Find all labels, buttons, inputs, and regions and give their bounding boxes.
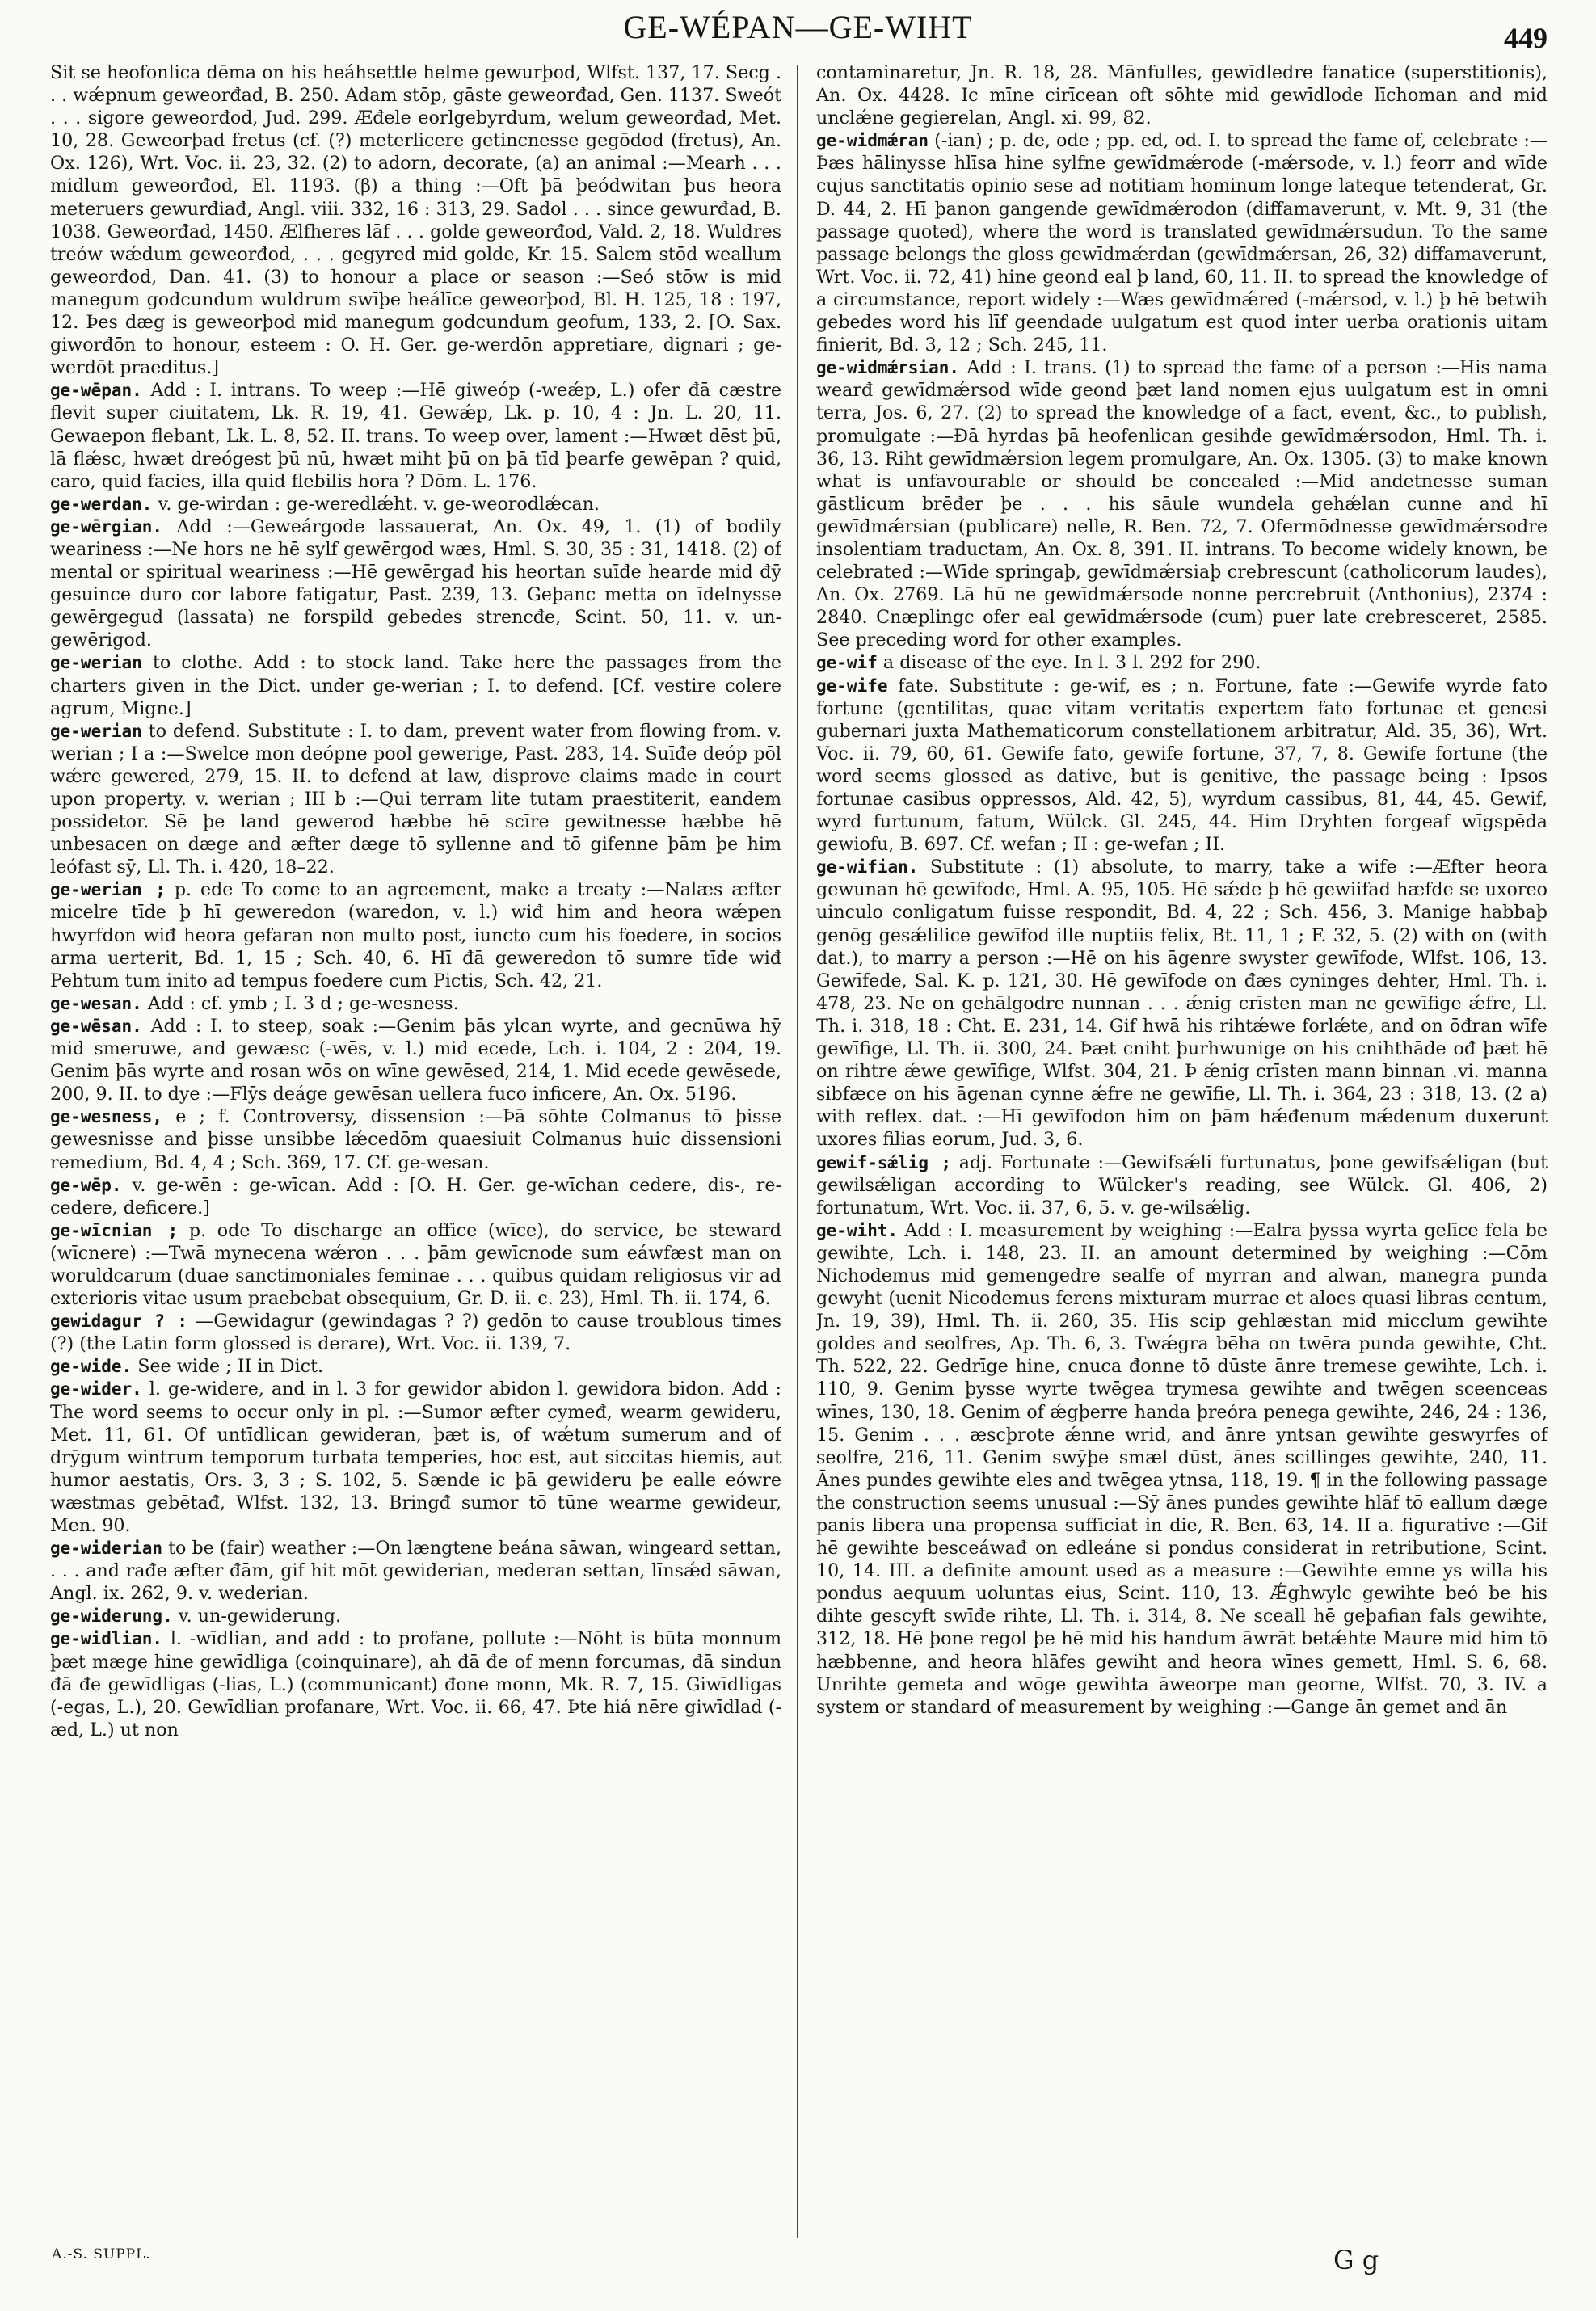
signature-mark: A.-S. SUPPL. xyxy=(52,2246,151,2263)
entry-headword: ge-wēp. xyxy=(50,1175,122,1195)
entry-text: Add : cf. ymb ; I. 3 d ; ge-wesness. xyxy=(147,992,459,1014)
entry-text: Substitute : (1) absolute, to marry, take a wife :—Æfter heora gewunan hē gewīfode, Hml. A. 95, 105. Hē sǽde þ hē gewiifad hæfde se uxoreo uinculo conligatum fuisse respondit, Bd. 4, 22 ; Sch. 456, 3. Manige habbaþ genōg gesǽlilice gewīfod ille nuptiis felix, Bt. 11, 1 ; F. 32, 5. (2) with on (with dat.), to marry a person :—Hē on his āgenre swyster gewīfode, Wlfst. 106, 13. Gewīfede, Sal. K. p. 121, 30. Hē gewīfode on đæs cyninges dehter, Hml. Th. i. 478, 23. Ne on gehālgodre nunnan . . . ǽnig crīsten man ne gewīfige ǽfre, Ll. Th. i. 318, 18 : Cht. E. 231, 14. Gif hwā his rihtǽwe forlǽte, and on ōđran wīfe gewīfige, Ll. Th. ii. 300, 24. Þæt cniht þurhwunige on his cnihthāde ođ þæt hē on rihtre ǽwe gewīfige, Wlfst. 304, 21. Þ ǽnig crīsten mann binnan .vi. manna sibfæce on his āgenan cynne ǽfre ne gewīfie, Ll. Th. i. 364, 23 : 318, 13. (2 a) with reflex. dat. :—Hī gewīfodon him on þām hǽđenum mǽdenum duxerunt uxores filias eorum, Jud. 3, 6. xyxy=(816,857,1548,1151)
entry-headword: ge-werian ; xyxy=(50,880,166,900)
entry-headword: ge-wesness, xyxy=(50,1107,163,1127)
entry-headword: ge-wēpan. xyxy=(50,381,142,401)
dictionary-entry xyxy=(50,1378,781,1537)
dictionary-entry xyxy=(50,1105,781,1173)
dictionary-entry xyxy=(50,1355,781,1378)
entry-text: Sit se heofonlica dēma on his heáhsettle helme gewurþod, Wlfst. 137, 17. Secg . . . wǽpnum geweorđad, B. 250. Adam stōp, gāste geweorđad, Gen. 1137. Sweót . . . sigore geweorđod, Jud. 299. Æđele eorlgebyrdum, welum geweorđad, Met. 10, 28. Geweorþad fretus (cf. (?) meterlicere getincnesse gegōdod (fretus), An. Ox. 126), Wrt. Voc. ii. 23, 32. (2) to adorn, decorate, (a) an animal :—Mearh . . . midlum geweorđod, El. 1193. (β) a thing :—Oft þā þeódwitan þus heora meteruers gewurđiađ, Angl. viii. 332, 16 : 313, 29. Sadol . . . since gewurđad, B. 1038. Geweorđad, 1450. Ælfheres lāf . . . golde geweorđod, Vald. 2, 18. Wuldres treów wǽdum geweorđod, . . . gegyred mid golde, Kr. 15. Salem stōd weallum geweorđod, Dan. 41. (3) to honour a place or season :—Seó stōw is mid manegum godcundum wuldrum swīþe heálīce geweorþod, Bl. H. 125, 18 : 197, 12. Þes dæg is geweorþod mid manegum godcundum geofum, 133, 2. [O. Sax. giworđōn to honour, esteem : O. H. Ger. ge-werdōn appretiare, dignari ; ge-werdōt praeditus.] xyxy=(50,62,781,379)
entry-text: Add :—Geweárgode lassauerat, An. Ox. 49, 1. (1) of bodily weariness :—Ne hors ne hē sylf gewērgod wæs, Hml. S. 30, 35 : 31, 1418. (2) of mental or spiritual weariness :—Hē gewērgađ his heortan suīđe hearde mid đȳ gesuince duro cor labore fatigatur, Past. 239, 13. Geþanc metta on īdelnysse gewērgegud (lassata) ne forspild gebedes strencđe, Scint. 50, 11. v. un-gewērigod. xyxy=(50,516,781,651)
entry-headword: ge-wiht. xyxy=(816,1220,899,1240)
entry-headword: ge-wīcnian ; xyxy=(50,1220,179,1240)
entry-headword: ge-wider. xyxy=(50,1379,142,1400)
dictionary-entry xyxy=(816,61,1548,129)
dictionary-entry xyxy=(816,856,1548,1151)
dictionary-entry xyxy=(50,651,781,719)
dictionary-entry xyxy=(50,1310,781,1355)
entry-headword: gewif-sǽlig ; xyxy=(816,1152,952,1172)
entry-text: Add : I. measurement by weighing :—Ealra þyssa wyrta gelīce fela be gewihte, Lch. i. 148, 23. II. an amount determined by weighing :—Cōm Nichodemus mid gemengedre sealfe of myrran and alwan, manegra punda gewyht (uenit Nicodemus ferens mixturam murrae et aloes quasi libras centum, Jn. 19, 39), Hml. Th. ii. 260, 35. His scip gehlæstan mid micclum gewihte goldes and seolfres, Ap. Th. 6, 3. Twǽgra bēha on twēra punda gewihte, Cht. Th. 522, 22. Gedrīge hine, cnuca đonne tō dūste ānre tremese gewihte, Lch. i. 110, 9. Genim þysse wyrte twēgea trymesa gewihte and twēgen sceenceas wīnes, 130, 18. Genim of ǽgþerre handa þreóra penega gewihte, 246, 24 : 136, 15. Genim . . . æscþrote ǽnne wrid, and ānre yntsan gewihte geswyrfes of seolfre, 216, 11. Genim swȳþe smæl dūst, ānes scillinges gewihte, 240, 11. Ānes pundes gewihte eles and twēgea ytnsa, 118, 19. ¶ in the following passage the construction seems unusual :—Sȳ ānes pundes gewihte hlāf tō eallum dæge panis libera una propensa sufficiat in die, R. Ben. 63, 14. II a. figurative :—Gif hē gewihte besceáwađ on edleáne si pondus considerat in retributione, Scint. 10, 14. III. a definite amount used as a measure :—Gewihte emne ys willa his pondus aequum uoluntas eius, Scint. 110, 13. Ǽghwylc gewihte beó be his dihte gescyft swīđe rihte, Ll. Th. i. 314, 8. Ne sceall hē geþafian fals gewihte, 312, 18. Hē þone regol þe hē mid his handum āwrāt betǽhte Maure mid him tō hæbbenne, and heora hlāfes gewiht and heora wīnes gemett, Hml. S. 6, 68. Unrihte gemeta and wōge gewihta āweorpe man georne, Wlfst. 70, 3. IV. a system or standard of measurement by weighing :—Gange ān gemet and ān xyxy=(816,1219,1548,1718)
entry-headword: ge-widerian xyxy=(50,1539,163,1559)
dictionary-entry xyxy=(50,1627,781,1741)
dictionary-entry xyxy=(50,1605,781,1627)
entry-text: (-ian) ; p. de, ode ; pp. ed, od. I. to spread the fame of, celebrate :—Þæs hālinysse hlīsa hine sylfne gewīdmǽrode (-mǽrsode, v. l.) feorr and wīde cujus sanctitatis opinio sese ad notitiam hominum longe lateque tetenderat, Gr. D. 44, 2. Hī þanon gangende gewīdmǽrodon (diffamaverunt, v. Mt. 9, 31 (the passage quoted), where the word is translated gewīdmǽrsudun. To the same passage belongs the gloss gewīdmǽrdan (gewīdmǽrsan, 26, 32) diffamaverunt, Wrt. Voc. ii. 72, 41) hine geond eal þ land, 60, 11. II. to spread the knowledge of a circumstance, report widely :—Wæs gewīdmǽred (-mǽrsod, v. l.) þ hē betwih gebedes word his līf geendade uulgatum est quod inter uerba orationis uitam finierit, Bd. 3, 12 ; Sch. 245, 11. xyxy=(816,130,1548,356)
entry-text: v. ge-wēn : ge-wīcan. Add : [O. H. Ger. ge-wīchan cedere, dis-, re-cedere, deficere.] xyxy=(50,1174,781,1219)
entry-text: p. ede To come to an agreement, make a treaty :—Nalæs æfter micelre tīde þ hī geweredon (waredon, v. l.) wiđ him and heora wǽpen hwyrfdon wiđ heora gefaran non multo post, iuncto cum his foedere, in socios arma uerterit, Bd. 1, 15 ; Sch. 40, 6. Hī đā geweredon tō sumre tīde wiđ Pehtum tum inito ad tempus foedere cum Pictis, Sch. 42, 21. xyxy=(50,879,781,991)
dictionary-entry xyxy=(50,61,781,379)
dictionary-entry xyxy=(50,379,781,492)
dictionary-entry xyxy=(816,129,1548,356)
entry-text: to defend. Substitute : I. to dam, prevent water from flowing from. v. werian ; I a :—Swelce mon deópne pool gewerige, Past. 283, 14. Suīđe deóp pōl wǽre gewered, 279, 15. II. to defend at law, disprove claims made in court upon property. v. werian ; III b :—Qui terram lite tutam praestiterit, eandem possidetor. Sē þe land gewerod hæbbe hē scīre gewitnesse hæbbe hē unbesacen on dæge and æfter dæge tō syllenne and tō gifenne þām þe him leófast sȳ, Ll. Th. i. 420, 18–22. xyxy=(50,720,781,878)
entry-headword: ge-widlian. xyxy=(50,1629,163,1649)
entry-text: Add : I. intrans. To weep :—Hē giweóp (-weǽp, L.) ofer đā cæstre flevit super ciuitatem, Lk. R. 19, 41. Gewǽp, Lk. p. 10, 4 : Jn. L. 20, 11. Gewaepon flebant, Lk. L. 8, 52. II. trans. To weep over, lament :—Hwæt dēst þū, lā flǽsc, hwæt dreógest þū nū, hwæt miht þū on þā tīd þearfe gewēpan ? quid, caro, quid facies, illa quid flebilis hora ? Dōm. L. 176. xyxy=(50,380,781,492)
entry-text: Add : I. trans. (1) to spread the fame of a person :—His nama wearđ gewīdmǽrsod wīde geond þæt land nomen ejus uulgatum est in omni terra, Jos. 6, 27. (2) to spread the knowledge of a fact, event, &c., to publish, promulgate :—Đā hyrdas þā heofenlican gesihđe gewīdmǽrsodon, Hml. Th. i. 36, 13. Riht gewīdmǽrsion legem promulgare, An. Ox. 1305. (3) to make known what is unfavourable or should be concealed :—Mid andetnesse suman gāstlicum brēđer þe . . . his sāule wundela gehǽlan cunne and hī gewīdmǽrsian (publicare) nelle, R. Ben. 72, 7. Ofermōdnesse gewīdmǽrsodre insolentiam traductam, An. Ox. 8, 391. II. intrans. To become widely known, be celebrated :—Wīde springaþ, gewīdmǽrsiaþ crebrescunt (catholicorum laudes), An. Ox. 2769. Lā hū ne gewīdmǽrsode nonne percrebruit (Anthonius), 2374 : 2840. Cnæplingc ofer eal gewīdmǽrsode (cum) puer late crebresceret, 2585. See preceding word for other examples. xyxy=(816,357,1548,651)
entry-headword: ge-werian xyxy=(50,721,142,741)
running-header xyxy=(48,5,1548,61)
dictionary-entry xyxy=(816,356,1548,651)
entry-text: p. ode To discharge an office (wīce), do service, be steward (wīcnere) :—Twā mynecena wǽron . . . þām gewīcnode sum eáwfæst man on woruldcarum (duae sanctimoniales feminae . . . quibus quidam religiosus vir ad exterioris vitae usum praebebat obsequium, Gr. D. ii. c. 23), Hml. Th. ii. 174, 6. xyxy=(50,1219,781,1310)
entry-text: l. -wīdlian, and add : to profane, pollute :—Nōht is būta monnum þæt mæge hine gewīdliga (coinquinare), ah đā đe of menn forcumas, đā sindun đā đe gewīdligas (-lias, L.) (communicant) đone monn, Mk. R. 7, 15. Giwīdligas (-egas, L.), 20. Gewīdlian profanare, Wrt. Voc. ii. 66, 47. Þte hiá nēre giwīdlad (-æd, L.) ut non xyxy=(50,1628,781,1741)
entry-text: fate. Substitute : ge-wif, es ; n. Fortune, fate :—Gewife wyrde fato fortune (gentilitas, quae vitam veritatis expertem fato fortunae et genesi gubernari juxta Mathematicorum constellationem arbitratur, Ald. 35, 36), Wrt. Voc. ii. 79, 60, 61. Gewife fato, gewife fortune, 37, 7, 8. Gewife fortune (the word seems glossed as dative, but is genitive, the passage being : Ipsos fortunae casibus oppressos, Ald. 42, 5), wyrdum cassibus, 81, 44, 45. Gewif, wyrd furtunum, fatum, Wülck. Gl. 245, 44. Him Dryhten forgeaf wīgspēda gewiofu, B. 697. Cf. wefan ; II : ge-wefan ; II. xyxy=(816,675,1548,856)
entry-headword: ge-werian xyxy=(50,653,142,673)
entry-headword: gewidagur ? : xyxy=(50,1311,188,1332)
entry-headword: ge-wif xyxy=(816,653,878,673)
entry-headword: ge-widmǽrsian. xyxy=(816,358,960,378)
page-number: 449 xyxy=(1504,22,1548,54)
entry-headword: ge-wide. xyxy=(50,1357,133,1377)
column-divider xyxy=(797,65,798,2238)
entry-text: to be (fair) weather :—On længtene beána sāwan, wingeard settan, . . . and rađe æfter đām, gif hit mōt gewiderian, mederan settan, līnsǽd sāwan, Angl. ix. 262, 9. v. wederian. xyxy=(50,1538,781,1605)
entry-text: Add : I. to steep, soak :—Genim þās ylcan wyrte, and gecnūwa hȳ mid smeruwe, and gewæsc (-wēs, v. l.) mid ecede, Lch. i. 104, 2 : 204, 19. Genim þās wyrte and rosan wōs on wīne gewēsed, 214, 1. Mid ecede gewēsede, 200, 9. II. to dye :—Flȳs deáge gewēsan uellera fuco inficere, An. Ox. 5196. xyxy=(50,1015,781,1105)
dictionary-entry xyxy=(50,1219,781,1310)
dictionary-entry xyxy=(816,651,1548,674)
entry-text: v. ge-wirdan : ge-weredlǽht. v. ge-weorodlǽcan. xyxy=(158,493,600,515)
dictionary-entry xyxy=(50,878,781,991)
entry-text: l. ge-widere, and in l. 3 for gewidor abidon l. gewidora bidon. Add : The word seems to occur only in pl. :—Sumor æfter cymeđ, wearm gewideru, Met. 11, 61. Of untīdlican gewideran, þæt is, of wǽtum sumerum and of drȳgum wintrum temporum turbata temperies, hoc est, aut siccitas hiemis, aut humor aestatis, Ors. 3, 3 ; S. 102, 5. Sænde ic þā gewideru þe ealle eówre wæstmas gebētađ, Wlfst. 132, 13. Bringđ sumor tō tūne wearme gewideur, Men. 90. xyxy=(50,1379,781,1536)
entry-headword: ge-wēsan. xyxy=(50,1016,142,1036)
entry-text: to clothe. Add : to stock land. Take here the passages from the charters given in the Dict. under ge-werian ; I. to defend. [Cf. vestire colere agrum, Migne.] xyxy=(50,652,781,719)
dictionary-entry xyxy=(816,1151,1548,1219)
entry-headword: ge-wifian. xyxy=(816,857,919,878)
dictionary-entry xyxy=(50,1015,781,1105)
entry-headword: ge-wesan. xyxy=(50,993,142,1013)
dictionary-entry xyxy=(50,1537,781,1605)
dictionary-entry xyxy=(816,1219,1548,1719)
entry-headword: ge-widerung. xyxy=(50,1606,173,1627)
entry-headword: ge-wife xyxy=(816,676,888,696)
left-column xyxy=(50,61,781,2231)
entry-text: e ; f. Controversy, dissension :—Þā sōhte Colmanus tō þisse gewesnisse and þisse unsibbe lǽcedōm quaesiuit Colmanus huic dissensioni remedium, Bd. 4, 4 ; Sch. 369, 17. Cf. ge-wesan. xyxy=(50,1106,781,1173)
page-footer xyxy=(48,2240,1548,2296)
entry-text: a disease of the eye. In l. 3 l. 292 for 290. xyxy=(882,652,1261,674)
entry-headword: ge-widmǽran xyxy=(816,131,929,151)
dictionary-entry xyxy=(50,992,781,1015)
running-title: GE-WÉPAN—GE-WIHT xyxy=(623,9,973,45)
entry-text: —Gewidagur (gewindagas ? ?) gedōn to cause troublous times (?) (the Latin form glossed is derare), Wrt. Voc. ii. 139, 7. xyxy=(50,1311,781,1355)
dictionary-entry xyxy=(50,720,781,879)
dictionary-entry xyxy=(816,675,1548,857)
entry-text: adj. Fortunate :—Gewifsǽli furtunatus, þone gewifsǽligan (but gewilsǽligan according to Wülcker's reading, see Wülck. Gl. 406, 2) fortunatum, Wrt. Voc. ii. 37, 6, 5. v. ge-wilsǽlig. xyxy=(816,1151,1548,1219)
gathering-mark: G g xyxy=(1333,2245,1379,2275)
dictionary-entry xyxy=(50,493,781,516)
right-column xyxy=(816,61,1548,2231)
dictionary-entry xyxy=(50,1174,781,1219)
entry-text: v. un-gewiderung. xyxy=(178,1606,342,1627)
entry-headword: ge-wērgian. xyxy=(50,516,163,537)
entry-text: contaminaretur, Jn. R. 18, 28. Mānfulles, gewīdledre fanatice (superstitionis), An. Ox. 4428. Ic mīne cirīcean oft sōhte mid gewīdlode līchoman and mid unclǽne gegierelan, Angl. xi. 99, 82. xyxy=(816,62,1548,129)
entry-headword: ge-werdan. xyxy=(50,494,153,514)
dictionary-entry xyxy=(50,516,781,652)
entry-text: See wide ; II in Dict. xyxy=(137,1356,324,1378)
